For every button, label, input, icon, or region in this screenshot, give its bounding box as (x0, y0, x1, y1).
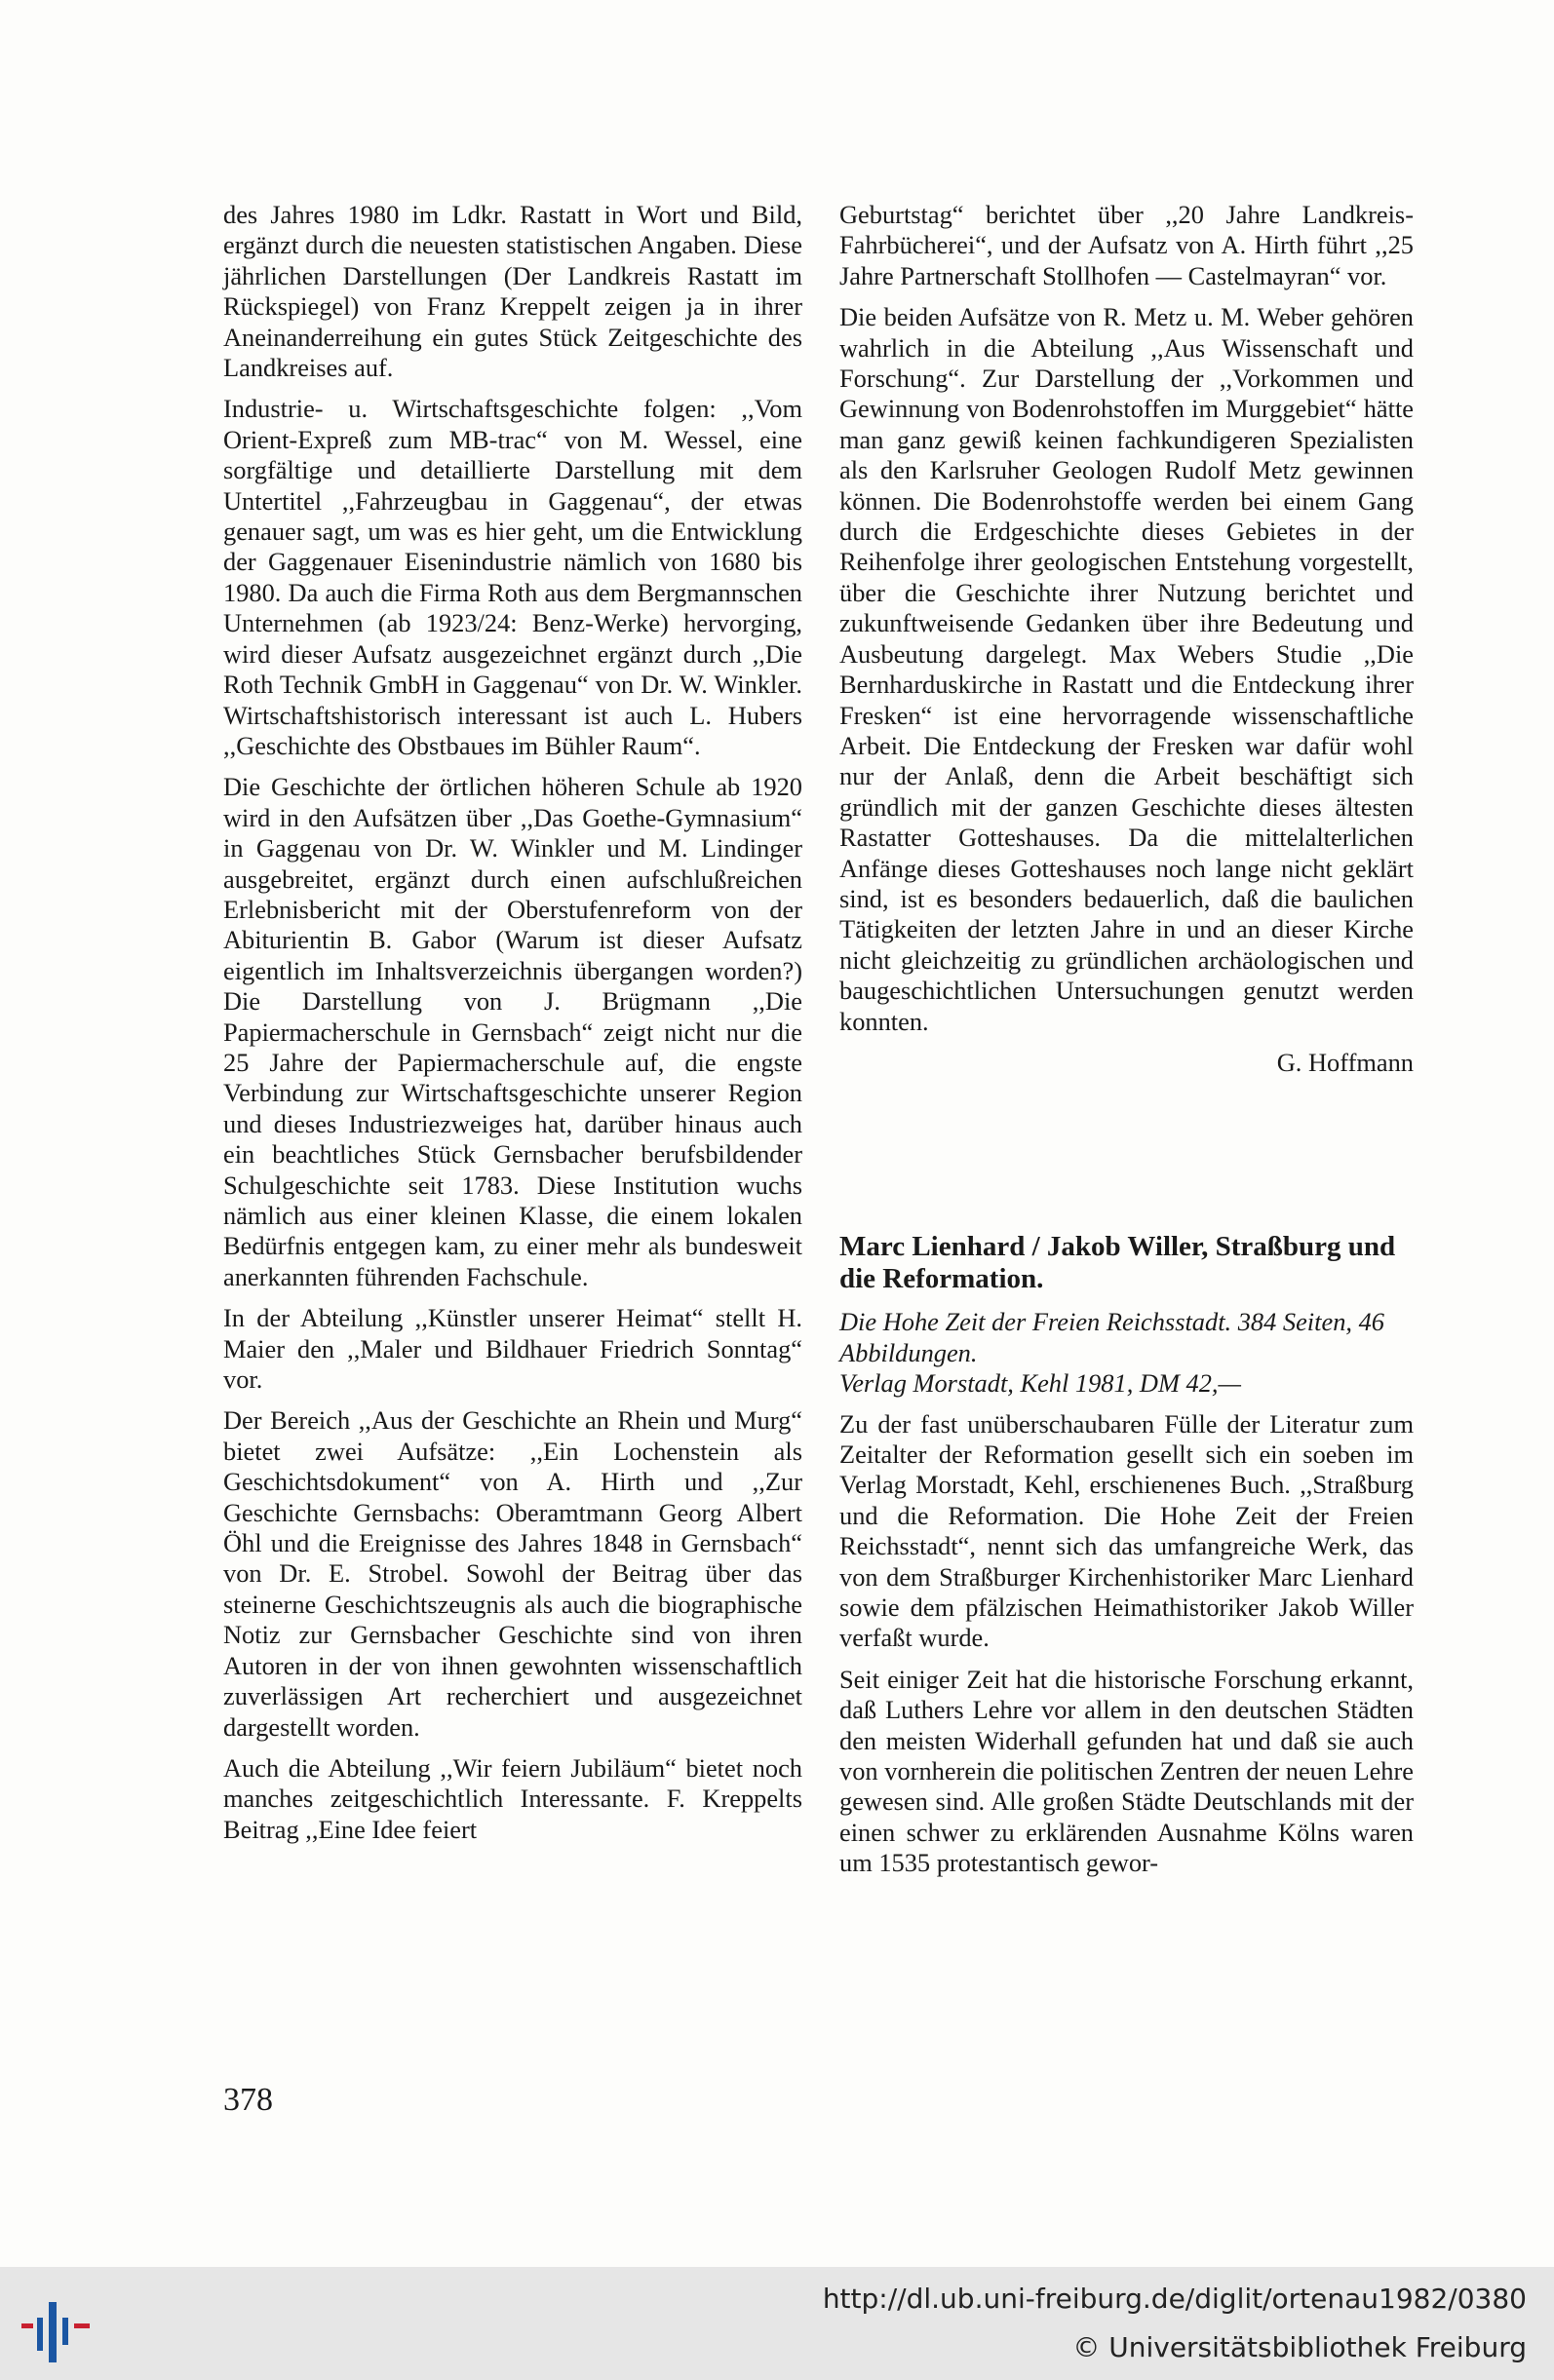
paragraph: Geburtstag“ berichtet über ,,20 Jahre Landkreis-Fahrbücherei“, und der Aufsatz von A. Hirth führt ,,25 Jahre Partnerschaft Stollhofen — Castelmayran“ vor. (839, 200, 1414, 290)
ub-freiburg-logo-icon (19, 2288, 97, 2366)
paragraph: Industrie- u. Wirtschaftsgeschichte folgen: ,,Vom Orient-Expreß zum MB-trac“ von M. Wessel, eine sorgfältige und detaillierte Darstellung mit dem Untertitel ,,Fahrzeugbau in Gaggenau“, der etwas genauer sagt, um was es hier geht, um die Entwicklung der Gaggenauer Eisenindustrie nämlich von 1680 bis 1980. Da auch die Firma Roth aus dem Bergmannschen Unternehmen (ab 1923/24: Benz-Werke) hervorging, wird dieser Aufsatz ausgezeichnet ergänzt durch ,,Die Roth Technik GmbH in Gaggenau“ von Dr. W. Winkler. Wirtschaftshistorisch interessant ist auch L. Hubers ,,Geschichte des Obstbaues im Bühler Raum“. (223, 394, 802, 760)
paragraph: Die Geschichte der örtlichen höheren Schule ab 1920 wird in den Aufsätzen über ,,Das Goethe-Gymnasium“ in Gaggenau von Dr. W. Winkler und M. Lindinger ausgebreitet, ergänzt durch einen aufschlußreichen Erlebnisbericht mit der Oberstufenreform von der Abiturientin B. Gabor (Warum ist dieser Aufsatz eigentlich im Inhaltsverzeichnis übergangen worden?) Die Darstellung von J. Brügmann ,,Die Papiermacherschule in Gernsbach“ zeigt nicht nur die 25 Jahre der Papiermacherschule auf, die engste Verbindung zur Wirtschaftsgeschichte unserer Region und dieses Industriezweiges hat, darüber hinaus auch ein beachtliches Stück Gernsbacher berufsbildender Schulgeschichte seit 1783. Diese Institution wuchs nämlich aus einer kleinen Klasse, die einem lokalen Bedürfnis entgegen kam, zu einer mehr als bundesweit anerkannten führenden Fachschule. (223, 772, 802, 1291)
copyright-credit: © Universitätsbibliothek Freiburg (1072, 2331, 1527, 2363)
page-number: 378 (223, 2082, 273, 2118)
paragraph: Der Bereich ,,Aus der Geschichte an Rhein und Murg“ bietet zwei Aufsätze: ,,Ein Lochenstein als Geschichtsdokument“ von A. Hirth und ,,Zur Geschichte Gernsbachs: Oberamtmann Georg Albert Öhl und die Ereignisse des Jahres 1848 in Gernsbach“ von Dr. E. Strobel. Sowohl der Beitrag über das steinerne Geschichtszeugnis als auch die biographische Notiz zur Gernsbacher Geschichte sind von ihren Autoren in der von ihnen gewohnten wissenschaftlich zuverlässigen Art recherchiert und ausgezeichnet dargestellt worden. (223, 1405, 802, 1742)
section-gap (839, 1089, 1414, 1231)
paragraph: Seit einiger Zeit hat die historische Forschung erkannt, daß Luthers Lehre vor allem in den deutschen Städten den meisten Widerhall gefunden hat und daß sie auch von vornherein die politischen Zentren der neuen Lehre gewesen sind. Alle großen Städte Deutschlands mit der einen schwer zu erklärenden Ausnahme Kölns waren um 1535 protestantisch gewor- (839, 1664, 1414, 1878)
review-title: Marc Lienhard / Jakob Willer, Straßburg und die Reformation. (839, 1231, 1396, 1295)
author-signature: G. Hoffmann (1276, 1047, 1414, 1077)
review-publisher: Verlag Morstadt, Kehl 1981, DM 42,— (839, 1368, 1241, 1399)
paragraph: Die beiden Aufsätze von R. Metz u. M. Weber gehören wahrlich in die Abteilung ,,Aus Wissenschaft und Forschung“. Zur Darstellung der ,,Vorkommen und Gewinnung von Bodenrohstoffen im Murggebiet“ hätte man ganz gewiß keinen fachkundigeren Spezialisten als den Karlsruher Geologen Rudolf Metz gewinnen können. Die Bodenrohstoffe werden bei einem Gang durch die Erdgeschichte dieses Gebietes in der Reihenfolge ihrer geologischen Entstehung vorgestellt, über die Geschichte ihrer Nutzung berichtet und zukunftweisende Gedanken über ihre Bedeutung und Ausbeutung dargelegt. Max Webers Studie ,,Die Bernharduskirche in Rastatt und die Entdeckung ihrer Fresken“ ist eine hervorragende wissenschaftliche Arbeit. Die Entdeckung der Fresken war dafür wohl nur der Anlaß, denn die Arbeit beschäftigt sich gründlich mit der ganzen Geschichte dieses ältesten Rastatter Gotteshauses. Da die mittelalterlichen Anfänge dieses Gotteshauses noch lange nicht geklärt sind, ist es besonders bedauerlich, daß die baulichen Tätigkeiten der letzten Jahre in und an dieser Kirche nicht gleichzeitig zu gründlichen archäologischen und baugeschichtlichen Untersuchungen genutzt werden konnten. (839, 302, 1414, 1036)
review-subtitle: Die Hohe Zeit der Freien Reichsstadt. 384 Seiten, 46 Abbildungen. (839, 1307, 1384, 1367)
paragraph: des Jahres 1980 im Ldkr. Rastatt in Wort und Bild, ergänzt durch die neuesten statistischen Angaben. Diese jährlichen Darstellungen (Der Landkreis Rastatt im Rückspiegel) von Franz Kreppelt zeigen ja in ihrer Aneinanderreihung ein gutes Stück Zeitgeschichte des Landkreises auf. (223, 200, 802, 383)
paragraph: In der Abteilung ,,Künstler unserer Heimat“ stellt H. Maier den ,,Maler und Bildhauer Friedrich Sonntag“ vor. (223, 1303, 802, 1395)
source-url-link[interactable]: http://dl.ub.uni-freiburg.de/diglit/ortenau1982/0380 (822, 2283, 1527, 2315)
right-column (839, 200, 1414, 1890)
paragraph: Auch die Abteilung ,,Wir feiern Jubiläum“ bietet noch manches zeitgeschichtlich Interessante. F. Kreppelts Beitrag ,,Eine Idee feiert (223, 1752, 802, 1844)
paragraph: Zu der fast unüberschaubaren Fülle der Literatur zum Zeitalter der Reformation gesellt sich ein soeben im Verlag Morstadt, Kehl, erschienenes Buch. ,,Straßburg und die Reformation. Die Hohe Zeit der Freien Reichsstadt“, nennt sich das umfangreiche Werk, das von dem Straßburger Kirchenhistoriker Marc Lienhard sowie dem pfälzischen Heimathistoriker Jakob Willer verfaßt wurde. (839, 1408, 1414, 1653)
review-bibliography (839, 1307, 1414, 1399)
footer-bar (0, 2267, 1554, 2380)
left-column (223, 200, 802, 1856)
